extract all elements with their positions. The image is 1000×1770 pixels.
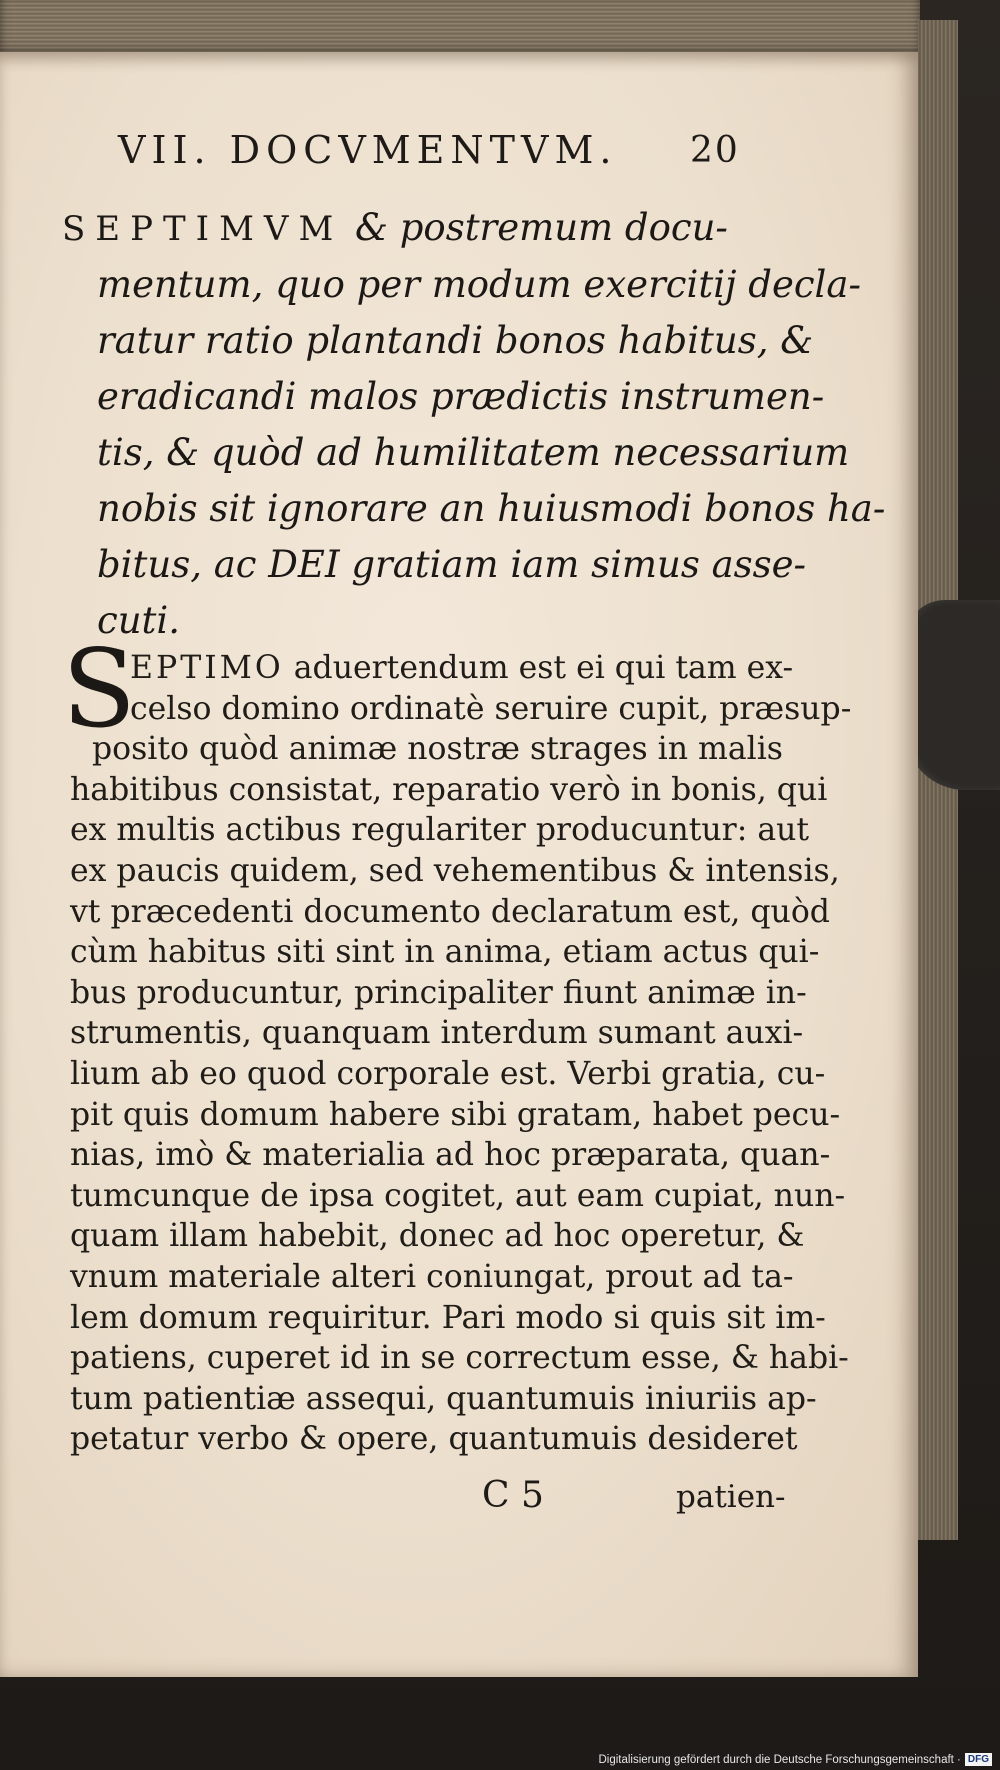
text-line: vt præcedenti documento declaratum est, quòd [70,893,830,930]
body-text [70,648,852,1460]
text-line: quam illam habebit, donec ad hoc operetur, & [70,1218,805,1255]
text-line: celso domino ordinatè seruire cupit, præsup- [130,690,852,727]
heading-caps: SEPTIMVM [62,209,344,249]
text-line: habitibus consistat, reparatio verò in bonis, qui [70,771,828,808]
text-line: tum patientiæ assequi, quantumuis iniuriis ap- [70,1380,817,1417]
page-foot [0,1475,918,1525]
text-line: ex multis actibus regulariter producuntur: aut [70,812,810,849]
text-line: vnum materiale alteri coniungat, prout ad ta- [70,1258,794,1295]
dfg-logo: DFG [965,1753,992,1766]
page-number: 20 [690,130,740,171]
book-top-page-edges [0,0,920,58]
digitization-credit [598,1753,992,1766]
heading-line: cuti. [97,599,181,642]
heading-line: ratur ratio plantandi bonos habitus, & [97,319,814,362]
drop-capital: S [62,627,136,752]
body-caps: EPTIMO [130,650,284,686]
running-head: VII. DOCVMENTVM. [118,128,618,172]
text-line: lium ab eo quod corporale est. Verbi gratia, cu- [70,1055,826,1092]
heading-line: mentum, quo per modum exercitij decla- [97,263,861,306]
text-line: cùm habitus siti sint in anima, etiam actus qui- [70,934,820,971]
signature-mark: C 5 [482,1475,544,1516]
heading-line: eradicandi malos prædictis instrumen- [97,375,825,418]
catchword: patien- [676,1479,786,1515]
text-line: strumentis, quanquam interdum sumant auxi- [70,1015,804,1052]
text-line: ex paucis quidem, sed vehementibus & intensis, [70,852,840,889]
heading-line: bitus, ac DEI gratiam iam simus asse- [97,543,807,586]
chapter-heading [62,200,886,649]
text-line: patiens, cuperet id in se correctum esse, & habi- [70,1340,849,1377]
text-line: petatur verbo & opere, quantumuis desideret [70,1421,798,1458]
text-line: EPTIMO aduertendum est ei qui tam ex- [130,650,794,686]
text-line: pit quis domum habere sibi gratam, habet pecu- [70,1096,841,1133]
heading-line: tis, & quòd ad humilitatem necessarium [97,431,850,474]
text-line: nias, imò & materialia ad hoc præparata, quan- [70,1137,831,1174]
heading-line: SEPTIMVM & postremum docu- [62,206,728,249]
text-line: posito quòd animæ nostræ strages in malis [92,731,783,768]
heading-line: nobis sit ignorare an huiusmodi bonos ha- [97,487,886,530]
credit-text: Digitalisierung gefördert durch die Deutsche Forschungsgemeinschaft · [598,1753,961,1766]
text-line: lem domum requiritur. Pari modo si quis sit im- [70,1299,826,1336]
text-line: tumcunque de ipsa cogitet, aut eam cupiat, nun- [70,1177,846,1214]
text-line: bus producuntur, principaliter fiunt animæ in- [70,974,807,1011]
bookmark-ribbon [905,600,1000,790]
